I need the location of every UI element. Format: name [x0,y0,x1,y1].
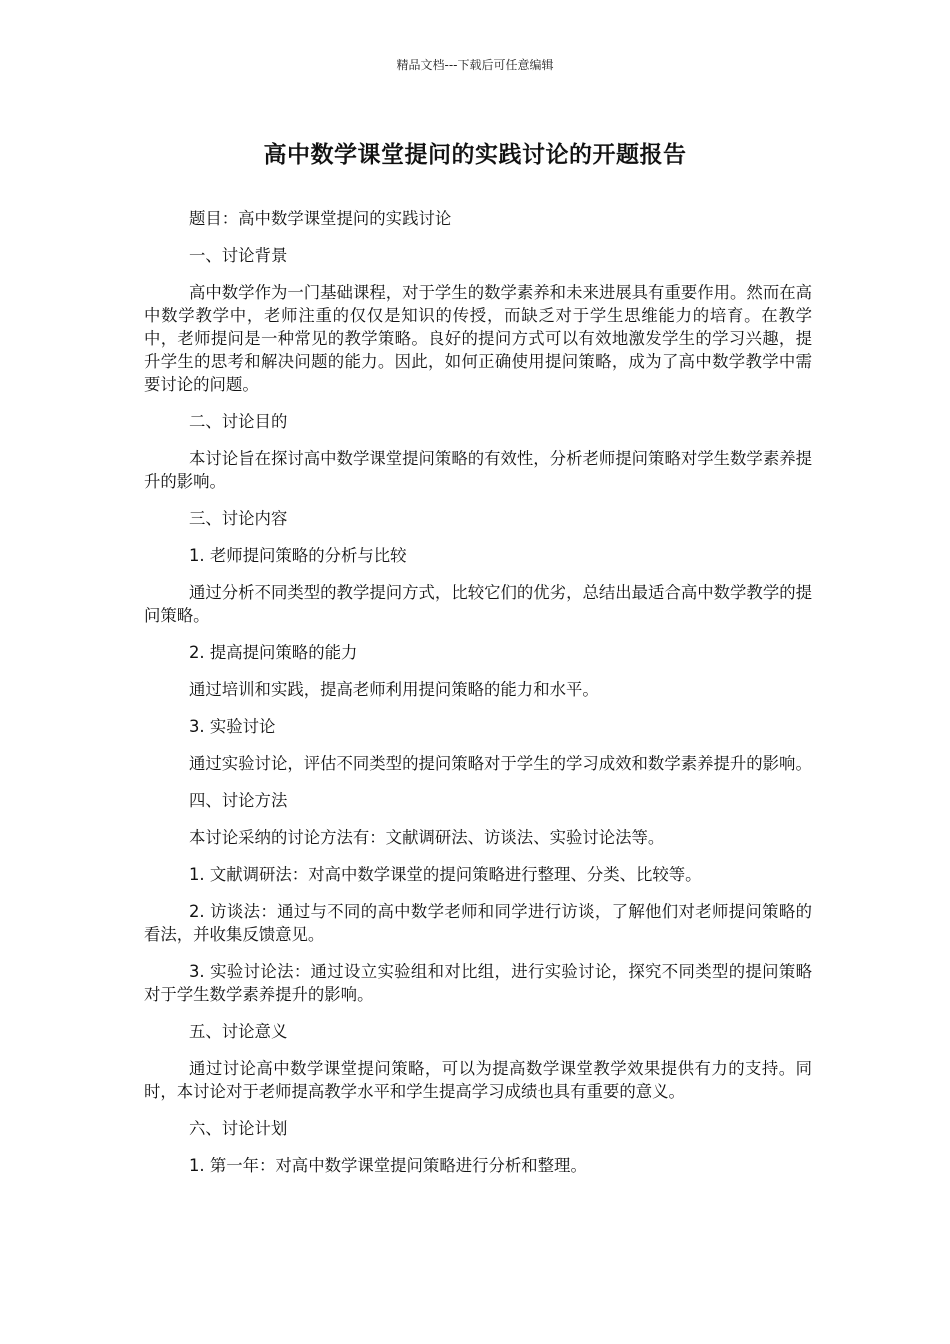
method-item-2: 2. 访谈法：通过与不同的高中数学老师和同学进行访谈，了解他们对老师提问策略的看法，并收集反馈意见。 [144,902,812,944]
content-item-3-heading: 3. 实验讨论 [189,717,276,736]
topic-line: 题目：高中数学课堂提问的实践讨论 [189,209,452,228]
section-heading-purpose: 二、讨论目的 [189,412,288,431]
page-header: 精品文档---下载后可任意编辑 [396,58,554,72]
content-item-2-paragraph: 通过培训和实践，提高老师利用提问策略的能力和水平。 [189,680,599,699]
section-heading-methods: 四、讨论方法 [189,791,288,810]
plan-item-1: 1. 第一年：对高中数学课堂提问策略进行分析和整理。 [189,1156,587,1175]
content-item-3-paragraph: 通过实验讨论，评估不同类型的提问策略对于学生的学习成效和数学素养提升的影响。 [189,754,812,773]
purpose-paragraph: 本讨论旨在探讨高中数学课堂提问策略的有效性，分析老师提问策略对学生数学素养提升的影响。 [144,449,812,491]
significance-paragraph: 通过讨论高中数学课堂提问策略，可以为提高数学课堂教学效果提供有力的支持。同时，本讨论对于老师提高教学水平和学生提高学习成绩也具有重要的意义。 [144,1059,812,1101]
content-item-2-heading: 2. 提高提问策略的能力 [189,643,358,662]
document-title: 高中数学课堂提问的实践讨论的开题报告 [263,142,687,168]
method-item-3: 3. 实验讨论法：通过设立实验组和对比组，进行实验讨论，探究不同类型的提问策略对于学生数学素养提升的影响。 [144,962,812,1004]
section-heading-content: 三、讨论内容 [189,509,288,528]
method-item-1: 1. 文献调研法：对高中数学课堂的提问策略进行整理、分类、比较等。 [189,865,702,884]
document-body [144,207,812,1191]
background-paragraph: 高中数学作为一门基础课程，对于学生的数学素养和未来进展具有重要作用。然而在高中数学教学中，老师注重的仅仅是知识的传授，而缺乏对于学生思维能力的培育。在教学中，老师提问是一种常见的教学策略。良好的提问方式可以有效地激发学生的学习兴趣，提升学生的思考和解决问题的能力。因此，如何正确使用提问策略，成为了高中数学教学中需要讨论的问题。 [144,283,812,394]
methods-intro-paragraph: 本讨论采纳的讨论方法有：文献调研法、访谈法、实验讨论法等。 [189,828,665,847]
section-heading-background: 一、讨论背景 [189,246,288,265]
content-item-1-paragraph: 通过分析不同类型的教学提问方式，比较它们的优劣，总结出最适合高中数学教学的提问策略。 [144,583,812,625]
section-heading-significance: 五、讨论意义 [189,1022,288,1041]
content-item-1-heading: 1. 老师提问策略的分析与比较 [189,546,407,565]
section-heading-plan: 六、讨论计划 [189,1119,288,1138]
